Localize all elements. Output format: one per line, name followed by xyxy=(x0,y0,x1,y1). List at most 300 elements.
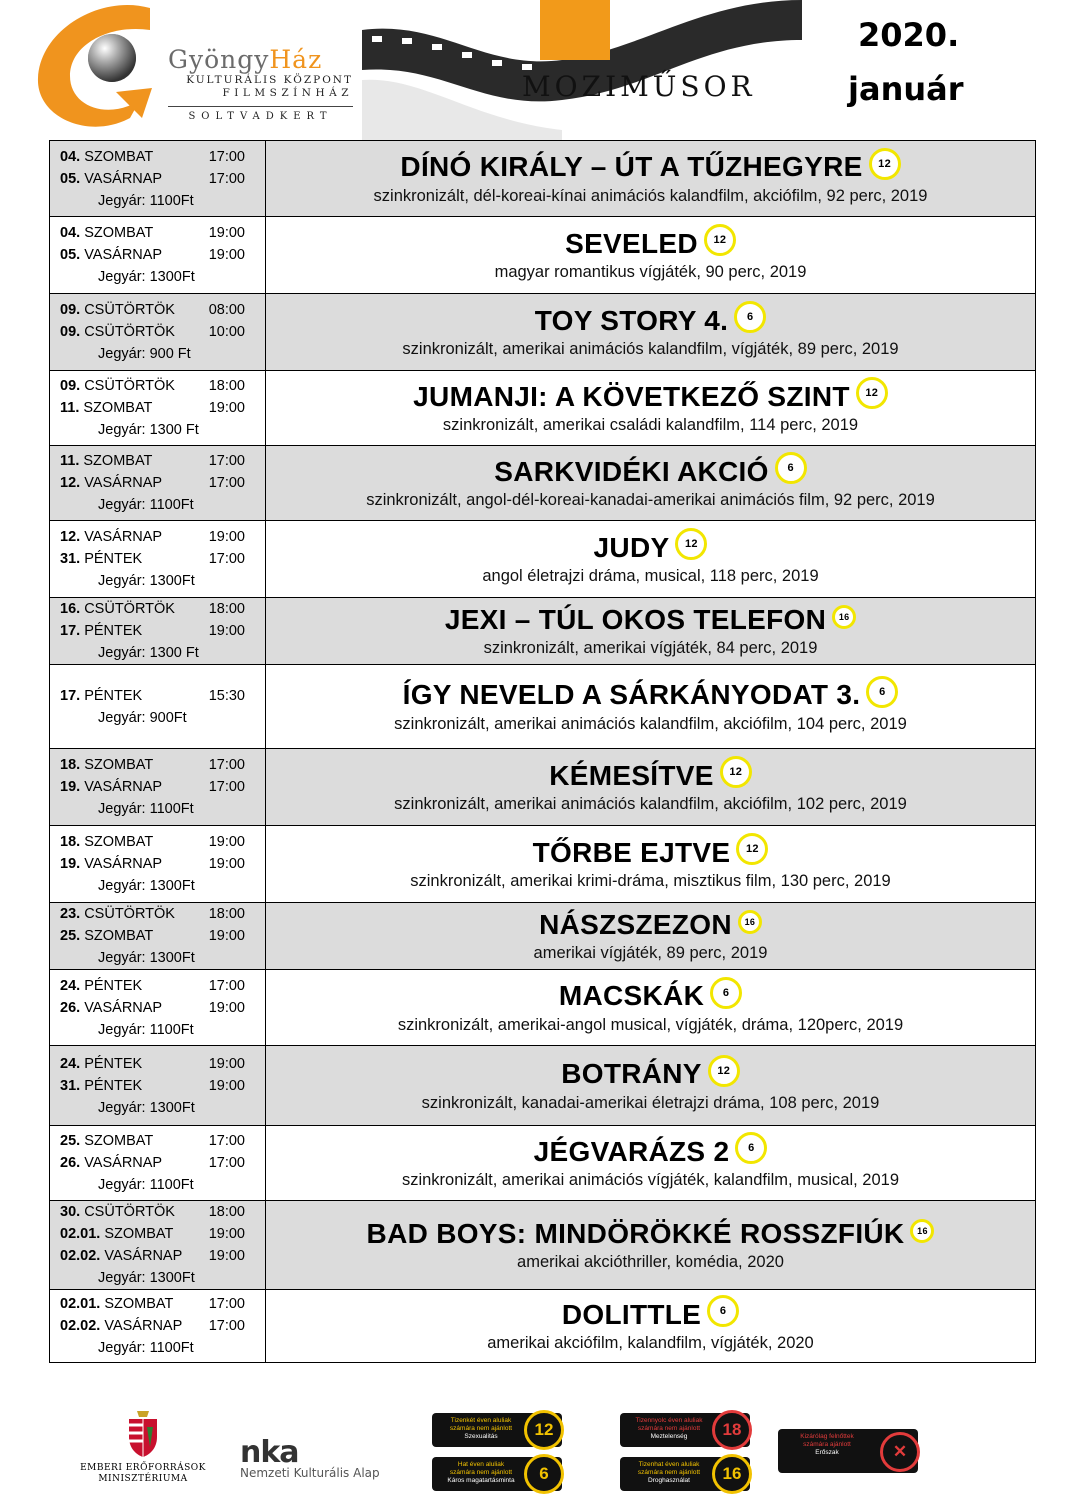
age-rating-badge: 12 xyxy=(720,756,752,788)
screening xyxy=(60,1130,265,1152)
screening xyxy=(60,776,265,798)
movie-title: JÉGVARÁZS 2 xyxy=(533,1135,730,1167)
movie-description: szinkronizált, amerikai krimi-dráma, misztikus film, 130 perc, 2019 xyxy=(410,872,891,891)
age-rating-badge: 12 xyxy=(708,1055,740,1087)
screening-date: 18. xyxy=(60,757,81,773)
movie-description: amerikai vígjáték, 89 perc, 2019 xyxy=(533,944,768,962)
movie-title: BOTRÁNY xyxy=(561,1058,702,1090)
movie-description: amerikai akcióthriller, komédia, 2020 xyxy=(517,1253,784,1271)
screening-day: PÉNTEK xyxy=(84,551,143,567)
screening-time: 17:00 xyxy=(208,453,245,469)
screening xyxy=(60,620,265,642)
screening-time: 17:00 xyxy=(208,1133,245,1149)
program-year: 2020. xyxy=(858,16,960,54)
program-title: MOZIMŰSOR xyxy=(522,70,756,103)
screening-time: 17:00 xyxy=(208,757,245,773)
screening xyxy=(60,1053,265,1075)
screening-date: 09. xyxy=(60,302,81,318)
screening xyxy=(60,685,265,707)
screening xyxy=(60,598,265,620)
movie-description: magyar romantikus vígjáték, 90 perc, 2019 xyxy=(494,263,807,282)
screening-day: SZOMBAT xyxy=(84,834,154,850)
movie-title-line xyxy=(266,304,1035,339)
screening-date: 18. xyxy=(60,834,81,850)
age-rating-badge: 12 xyxy=(736,833,768,865)
screening xyxy=(60,472,265,494)
screening-time: 17:00 xyxy=(208,1318,245,1334)
screening-day: PÉNTEK xyxy=(84,1077,143,1094)
screening-times xyxy=(50,294,266,371)
screening xyxy=(60,1075,265,1097)
movie-title: ÍGY NEVELD A SÁRKÁNYODAT 3. xyxy=(402,679,861,711)
program-row xyxy=(50,598,1036,665)
ticket-price: Jegyár: 1100Ft xyxy=(98,1177,194,1193)
age-rating-badge: 16 xyxy=(910,1219,934,1243)
screening-date: 26. xyxy=(60,1155,81,1171)
screening-time: 19:00 xyxy=(208,1077,245,1094)
rating-text2: számára nem ajánlott xyxy=(637,1425,701,1432)
screening-times xyxy=(50,598,266,665)
screening-time: 19:00 xyxy=(208,856,245,872)
screening-day: VASÁRNAP xyxy=(84,1155,163,1171)
movie-description: szinkronizált, kanadai-amerikai életrajzi dráma, 108 perc, 2019 xyxy=(421,1093,880,1112)
screening-time: 19:00 xyxy=(208,999,245,1016)
screening-times xyxy=(50,217,266,294)
screening-day: PÉNTEK xyxy=(84,1055,143,1072)
screening-times xyxy=(50,446,266,521)
screening-date: 24. xyxy=(60,1055,81,1072)
program-row xyxy=(50,294,1036,371)
program-row xyxy=(50,749,1036,826)
age-rating-badge: 6 xyxy=(775,452,807,484)
screening-date: 31. xyxy=(60,1077,81,1094)
movie-description: szinkronizált, amerikai vígjáték, 84 perc, 2019 xyxy=(483,639,818,657)
movie-info xyxy=(266,970,1036,1046)
rating-legend-text xyxy=(626,1417,712,1441)
movie-title: TOY STORY 4. xyxy=(534,304,729,336)
movie-title: JUDY xyxy=(593,531,670,563)
movie-title-line xyxy=(266,1217,1035,1251)
movie-title: SARKVIDÉKI AKCIÓ xyxy=(494,455,769,487)
screening-times xyxy=(50,371,266,446)
screening-date: 12. xyxy=(60,475,81,491)
screening xyxy=(60,1315,265,1337)
screening-date: 25. xyxy=(60,1133,81,1149)
age-rating-badge: 6 xyxy=(734,301,766,333)
movie-info xyxy=(266,1046,1036,1126)
program-table xyxy=(49,140,1036,1363)
screening-time: 19:00 xyxy=(208,928,245,944)
age-rating-badge: 6 xyxy=(866,676,898,708)
screening-time: 17:00 xyxy=(208,1296,245,1312)
screening-time: 17:00 xyxy=(208,977,245,994)
screening xyxy=(60,526,265,548)
screening-day: SZOMBAT xyxy=(84,225,154,241)
movie-title-line xyxy=(266,531,1035,566)
movie-title: JUMANJI: A KÖVETKEZŐ SZINT xyxy=(413,380,850,412)
screening-time: 17:00 xyxy=(208,170,245,187)
screening xyxy=(60,997,265,1019)
screening-time: 18:00 xyxy=(208,906,245,922)
program-row xyxy=(50,970,1036,1046)
screening-day: SZOMBAT xyxy=(84,928,154,944)
screening-time: 19:00 xyxy=(208,834,245,850)
screening-time: 17:00 xyxy=(208,148,245,165)
program-row xyxy=(50,903,1036,970)
screening-time: 08:00 xyxy=(208,302,245,318)
screening-time: 18:00 xyxy=(208,378,245,394)
ticket-price: Jegyár: 1300Ft xyxy=(98,950,195,966)
screening-times xyxy=(50,1290,266,1363)
age-rating-badge: 6 xyxy=(707,1295,739,1327)
screening-day: VASÁRNAP xyxy=(84,170,163,187)
movie-title: NÁSZSZEZON xyxy=(539,909,732,940)
movie-info xyxy=(266,903,1036,970)
brand-name-a: Gyöngy xyxy=(168,45,270,74)
screening-time: 19:00 xyxy=(208,623,245,639)
screening xyxy=(60,168,265,190)
screening xyxy=(60,548,265,570)
movie-info xyxy=(266,1290,1036,1363)
movie-title: MACSKÁK xyxy=(558,980,705,1012)
program-row xyxy=(50,1126,1036,1201)
ministry-line1: EMBERI ERŐFORRÁSOK xyxy=(80,1463,206,1473)
nka-logo xyxy=(240,1435,390,1480)
ticket-price: Jegyár: 900 Ft xyxy=(98,346,191,362)
screening xyxy=(60,450,265,472)
nka-logo-text: nka xyxy=(240,1435,299,1470)
screening-time: 17:00 xyxy=(208,551,245,567)
screening-times xyxy=(50,1126,266,1201)
movie-info xyxy=(266,749,1036,826)
screening-day: SZOMBAT xyxy=(104,1226,174,1242)
ministry-line2: MINISZTÉRIUMA xyxy=(98,1474,188,1484)
movie-info xyxy=(266,294,1036,371)
screening-date: 04. xyxy=(60,225,81,241)
screening-times xyxy=(50,826,266,903)
screening-time: 19:00 xyxy=(208,247,245,263)
screening-date: 02.02. xyxy=(60,1318,101,1334)
program-row xyxy=(50,665,1036,749)
movie-title-line xyxy=(266,759,1035,794)
screening-time: 19:00 xyxy=(208,1055,245,1072)
program-row xyxy=(50,1290,1036,1363)
rating-text2: számára nem ajánlott xyxy=(637,1469,701,1476)
movie-title-line xyxy=(266,678,1035,713)
movie-title-line xyxy=(266,227,1035,262)
movie-info xyxy=(266,1201,1036,1290)
movie-title-line xyxy=(266,1135,1035,1170)
program-month: január xyxy=(848,70,964,108)
rating-text1: Hat éven aluliak xyxy=(457,1461,505,1468)
brand-line4: SOLTVADKERT xyxy=(168,106,353,122)
screening xyxy=(60,754,265,776)
rating-legend-text xyxy=(784,1433,870,1457)
program-row xyxy=(50,217,1036,294)
movie-description: szinkronizált, amerikai animációs kalandfilm, vígjáték, 89 perc, 2019 xyxy=(402,340,899,359)
screening xyxy=(60,321,265,343)
age-rating-badge: 6 xyxy=(735,1132,767,1164)
movie-title: KÉMESÍTVE xyxy=(549,759,714,791)
screening xyxy=(60,1223,265,1245)
rating-text1: Tizenhat éven aluliak xyxy=(638,1461,700,1468)
screening-time: 17:00 xyxy=(208,1155,245,1171)
program-row xyxy=(50,446,1036,521)
program-row xyxy=(50,141,1036,217)
movie-description: szinkronizált, amerikai animációs kalandfilm, akciófilm, 104 perc, 2019 xyxy=(394,714,907,733)
screening-day: SZOMBAT xyxy=(83,453,153,469)
screening-date: 02.01. xyxy=(60,1226,101,1242)
screening-date: 04. xyxy=(60,148,81,165)
screening xyxy=(60,299,265,321)
screening-date: 23. xyxy=(60,906,81,922)
rating-circle-icon: 16 xyxy=(712,1454,752,1494)
ticket-price: Jegyár: 1300Ft xyxy=(98,878,195,894)
movie-title: BAD BOYS: MINDÖRÖKKÉ ROSSZFIÚK xyxy=(366,1218,905,1249)
screening-date: 05. xyxy=(60,170,81,187)
ticket-price: Jegyár: 900Ft xyxy=(98,709,187,726)
program-row xyxy=(50,826,1036,903)
screening-date: 26. xyxy=(60,999,81,1016)
age-rating-badge: 12 xyxy=(675,528,707,560)
screening xyxy=(60,831,265,853)
screening-day: CSÜTÖRTÖK xyxy=(84,378,175,394)
screening-day: VASÁRNAP xyxy=(84,856,163,872)
screening-date: 17. xyxy=(60,687,81,704)
screening-day: CSÜTÖRTÖK xyxy=(84,601,175,617)
rating-legend-text xyxy=(438,1417,524,1441)
rating-circle-icon: 6 xyxy=(524,1454,564,1494)
ticket-price: Jegyár: 1300Ft xyxy=(98,1270,195,1286)
ministry-logo xyxy=(78,1407,208,1485)
brand-text xyxy=(168,46,353,122)
screening-date: 19. xyxy=(60,779,81,795)
screening-date: 25. xyxy=(60,928,81,944)
movie-title: DÍNÓ KIRÁLY – ÚT A TŰZHEGYRE xyxy=(400,151,863,183)
program-row xyxy=(50,1201,1036,1290)
rating-text1: Kizárólag felnőttek xyxy=(800,1433,854,1440)
screening-day: SZOMBAT xyxy=(84,148,154,165)
ticket-price: Jegyár: 1300Ft xyxy=(98,573,195,589)
screening-times xyxy=(50,903,266,970)
rating-legend-text xyxy=(626,1461,712,1485)
movie-title: SEVELED xyxy=(565,227,698,259)
rating-text1: Tizenkét éven aluliak xyxy=(450,1417,512,1424)
rating-text3: Meztelenség xyxy=(650,1433,688,1440)
screening-day: CSÜTÖRTÖK xyxy=(84,324,175,340)
program-row xyxy=(50,371,1036,446)
rating-circle-icon: 12 xyxy=(524,1410,564,1450)
screening-times xyxy=(50,970,266,1046)
movie-info xyxy=(266,371,1036,446)
screening-date: 24. xyxy=(60,977,81,994)
screening-day: VASÁRNAP xyxy=(104,1248,183,1264)
movie-title-line xyxy=(266,979,1035,1014)
screening-date: 31. xyxy=(60,551,81,567)
movie-info xyxy=(266,521,1036,598)
movie-info xyxy=(266,141,1036,217)
rating-legend-6 xyxy=(432,1457,562,1491)
movie-info xyxy=(266,826,1036,903)
screening-time: 19:00 xyxy=(208,1248,245,1264)
header xyxy=(0,0,1072,140)
screening-time: 10:00 xyxy=(208,324,245,340)
rating-legend-adult xyxy=(778,1429,918,1473)
ticket-price: Jegyár: 1300Ft xyxy=(98,1099,195,1116)
rating-text2: számára nem ajánlott xyxy=(449,1469,513,1476)
screening-day: PÉNTEK xyxy=(84,977,143,994)
rating-text1: Tizennyolc éven aluliak xyxy=(635,1417,703,1424)
movie-title-line xyxy=(266,603,1035,637)
rating-circle-icon: 18 xyxy=(712,1410,752,1450)
movie-title-line xyxy=(266,455,1035,490)
rating-text2: számára ajánlott xyxy=(803,1441,851,1448)
ticket-price: Jegyár: 1300 Ft xyxy=(98,422,199,438)
screening-time: 17:00 xyxy=(208,779,245,795)
screening-times xyxy=(50,141,266,217)
screening xyxy=(60,903,265,925)
movie-info xyxy=(266,598,1036,665)
rating-text2: számára nem ajánlott xyxy=(449,1425,513,1432)
screening-time: 19:00 xyxy=(208,1226,245,1242)
rating-circle-icon: ✕ xyxy=(880,1432,920,1472)
screening-time: 18:00 xyxy=(208,601,245,617)
screening xyxy=(60,975,265,997)
screening-date: 09. xyxy=(60,324,81,340)
movie-title-line xyxy=(266,150,1035,185)
brand-name-b: Ház xyxy=(269,45,323,74)
movie-title-line xyxy=(266,1298,1035,1333)
screening xyxy=(60,146,265,168)
screening-day: VASÁRNAP xyxy=(84,999,163,1016)
rating-text3: Droghasználat xyxy=(648,1477,690,1484)
nka-name: Nemzeti Kulturális Alap xyxy=(240,1466,380,1480)
screening xyxy=(60,244,265,266)
age-rating-badge: 16 xyxy=(832,605,856,629)
movie-description: szinkronizált, amerikai családi kalandfilm, 114 perc, 2019 xyxy=(442,416,859,435)
screening xyxy=(60,222,265,244)
ticket-price: Jegyár: 1100Ft xyxy=(98,1340,194,1356)
movie-title: DOLITTLE xyxy=(561,1298,702,1330)
age-rating-badge: 12 xyxy=(856,377,888,409)
screening-day: CSÜTÖRTÖK xyxy=(84,1204,175,1220)
age-rating-badge: 12 xyxy=(704,224,736,256)
movie-description: szinkronizált, amerikai animációs vígjáték, kalandfilm, musical, 2019 xyxy=(401,1171,900,1190)
ticket-price: Jegyár: 1100Ft xyxy=(98,192,194,209)
hungary-coat-of-arms-icon xyxy=(123,1407,163,1459)
screening-day: CSÜTÖRTÖK xyxy=(84,906,175,922)
rating-text3: Szexualitás xyxy=(464,1433,498,1440)
screening-day: VASÁRNAP xyxy=(104,1318,183,1334)
movie-info xyxy=(266,217,1036,294)
screening-day: SZOMBAT xyxy=(104,1296,174,1312)
rating-legend-text xyxy=(438,1461,524,1485)
screening-times xyxy=(50,749,266,826)
screening-date: 02.01. xyxy=(60,1296,101,1312)
screening xyxy=(60,397,265,419)
movie-title-line xyxy=(266,836,1035,871)
rating-legend-12 xyxy=(432,1413,562,1447)
age-rating-badge: 6 xyxy=(710,977,742,1009)
movie-info xyxy=(266,446,1036,521)
screening-time: 19:00 xyxy=(208,529,245,545)
movie-title-line xyxy=(266,1057,1035,1092)
movie-info xyxy=(266,665,1036,749)
screening-day: SZOMBAT xyxy=(84,1133,154,1149)
movie-title: JEXI – TÚL OKOS TELEFON xyxy=(444,604,827,635)
movie-description: szinkronizált, amerikai-angol musical, vígjáték, dráma, 120perc, 2019 xyxy=(397,1015,904,1034)
screening-date: 02.02. xyxy=(60,1248,101,1264)
movie-description: angol életrajzi dráma, musical, 118 perc, 2019 xyxy=(482,567,819,586)
screening-time: 15:30 xyxy=(208,687,245,704)
movie-description: szinkronizált, amerikai animációs kalandfilm, akciófilm, 102 perc, 2019 xyxy=(394,795,907,814)
screening xyxy=(60,853,265,875)
movie-description: szinkronizált, angol-dél-koreai-kanadai-amerikai animációs film, 92 perc, 2019 xyxy=(366,491,935,510)
screening-day: VASÁRNAP xyxy=(84,475,163,491)
screening-time: 17:00 xyxy=(208,475,245,491)
screening-date: 11. xyxy=(60,400,80,416)
screening-day: VASÁRNAP xyxy=(84,529,163,545)
footer xyxy=(0,1395,1072,1500)
ticket-price: Jegyár: 1300 Ft xyxy=(98,645,199,661)
screening-time: 18:00 xyxy=(208,1204,245,1220)
ticket-price: Jegyár: 1100Ft xyxy=(98,497,194,513)
screening-day: PÉNTEK xyxy=(84,687,143,704)
screening-date: 16. xyxy=(60,601,81,617)
screening-day: SZOMBAT xyxy=(83,400,153,416)
screening-date: 05. xyxy=(60,247,81,263)
screening-day: SZOMBAT xyxy=(84,757,154,773)
program-row xyxy=(50,521,1036,598)
age-rating-badge: 12 xyxy=(869,148,901,180)
screening xyxy=(60,1201,265,1223)
screening xyxy=(60,1293,265,1315)
screening-date: 12. xyxy=(60,529,81,545)
screening-times xyxy=(50,665,266,749)
movie-title: TŐRBE EJTVE xyxy=(532,836,731,868)
screening-date: 30. xyxy=(60,1204,81,1220)
screening-date: 19. xyxy=(60,856,81,872)
screening-times xyxy=(50,521,266,598)
rating-text3: Erőszak xyxy=(815,1449,839,1456)
movie-description: amerikai akciófilm, kalandfilm, vígjáték, 2020 xyxy=(487,1334,814,1353)
screening-date: 17. xyxy=(60,623,81,639)
screening-day: VASÁRNAP xyxy=(84,247,163,263)
brand-line3: FILMSZÍNHÁZ xyxy=(222,87,353,99)
screening xyxy=(60,925,265,947)
movie-title-line xyxy=(266,908,1035,942)
screening-day: CSÜTÖRTÖK xyxy=(84,302,175,318)
gyongyhaz-logo-icon xyxy=(30,0,170,138)
ticket-price: Jegyár: 1300Ft xyxy=(98,269,195,285)
age-rating-badge: 16 xyxy=(738,910,762,934)
screening-day: VASÁRNAP xyxy=(84,779,163,795)
screening-date: 11. xyxy=(60,453,80,469)
movie-description: szinkronizált, dél-koreai-kínai animációs kalandfilm, akciófilm, 92 perc, 2019 xyxy=(373,186,928,205)
screening xyxy=(60,1152,265,1174)
screening-day: PÉNTEK xyxy=(84,623,143,639)
screening-time: 19:00 xyxy=(208,400,245,416)
rating-legend-16 xyxy=(620,1457,750,1491)
ticket-price: Jegyár: 1100Ft xyxy=(98,1021,194,1038)
screening xyxy=(60,375,265,397)
screening-times xyxy=(50,1201,266,1290)
ticket-price: Jegyár: 1100Ft xyxy=(98,801,194,817)
brand-line2: KULTURÁLIS KÖZPONT xyxy=(186,74,353,86)
movie-title-line xyxy=(266,380,1035,415)
program-row xyxy=(50,1046,1036,1126)
movie-info xyxy=(266,1126,1036,1201)
